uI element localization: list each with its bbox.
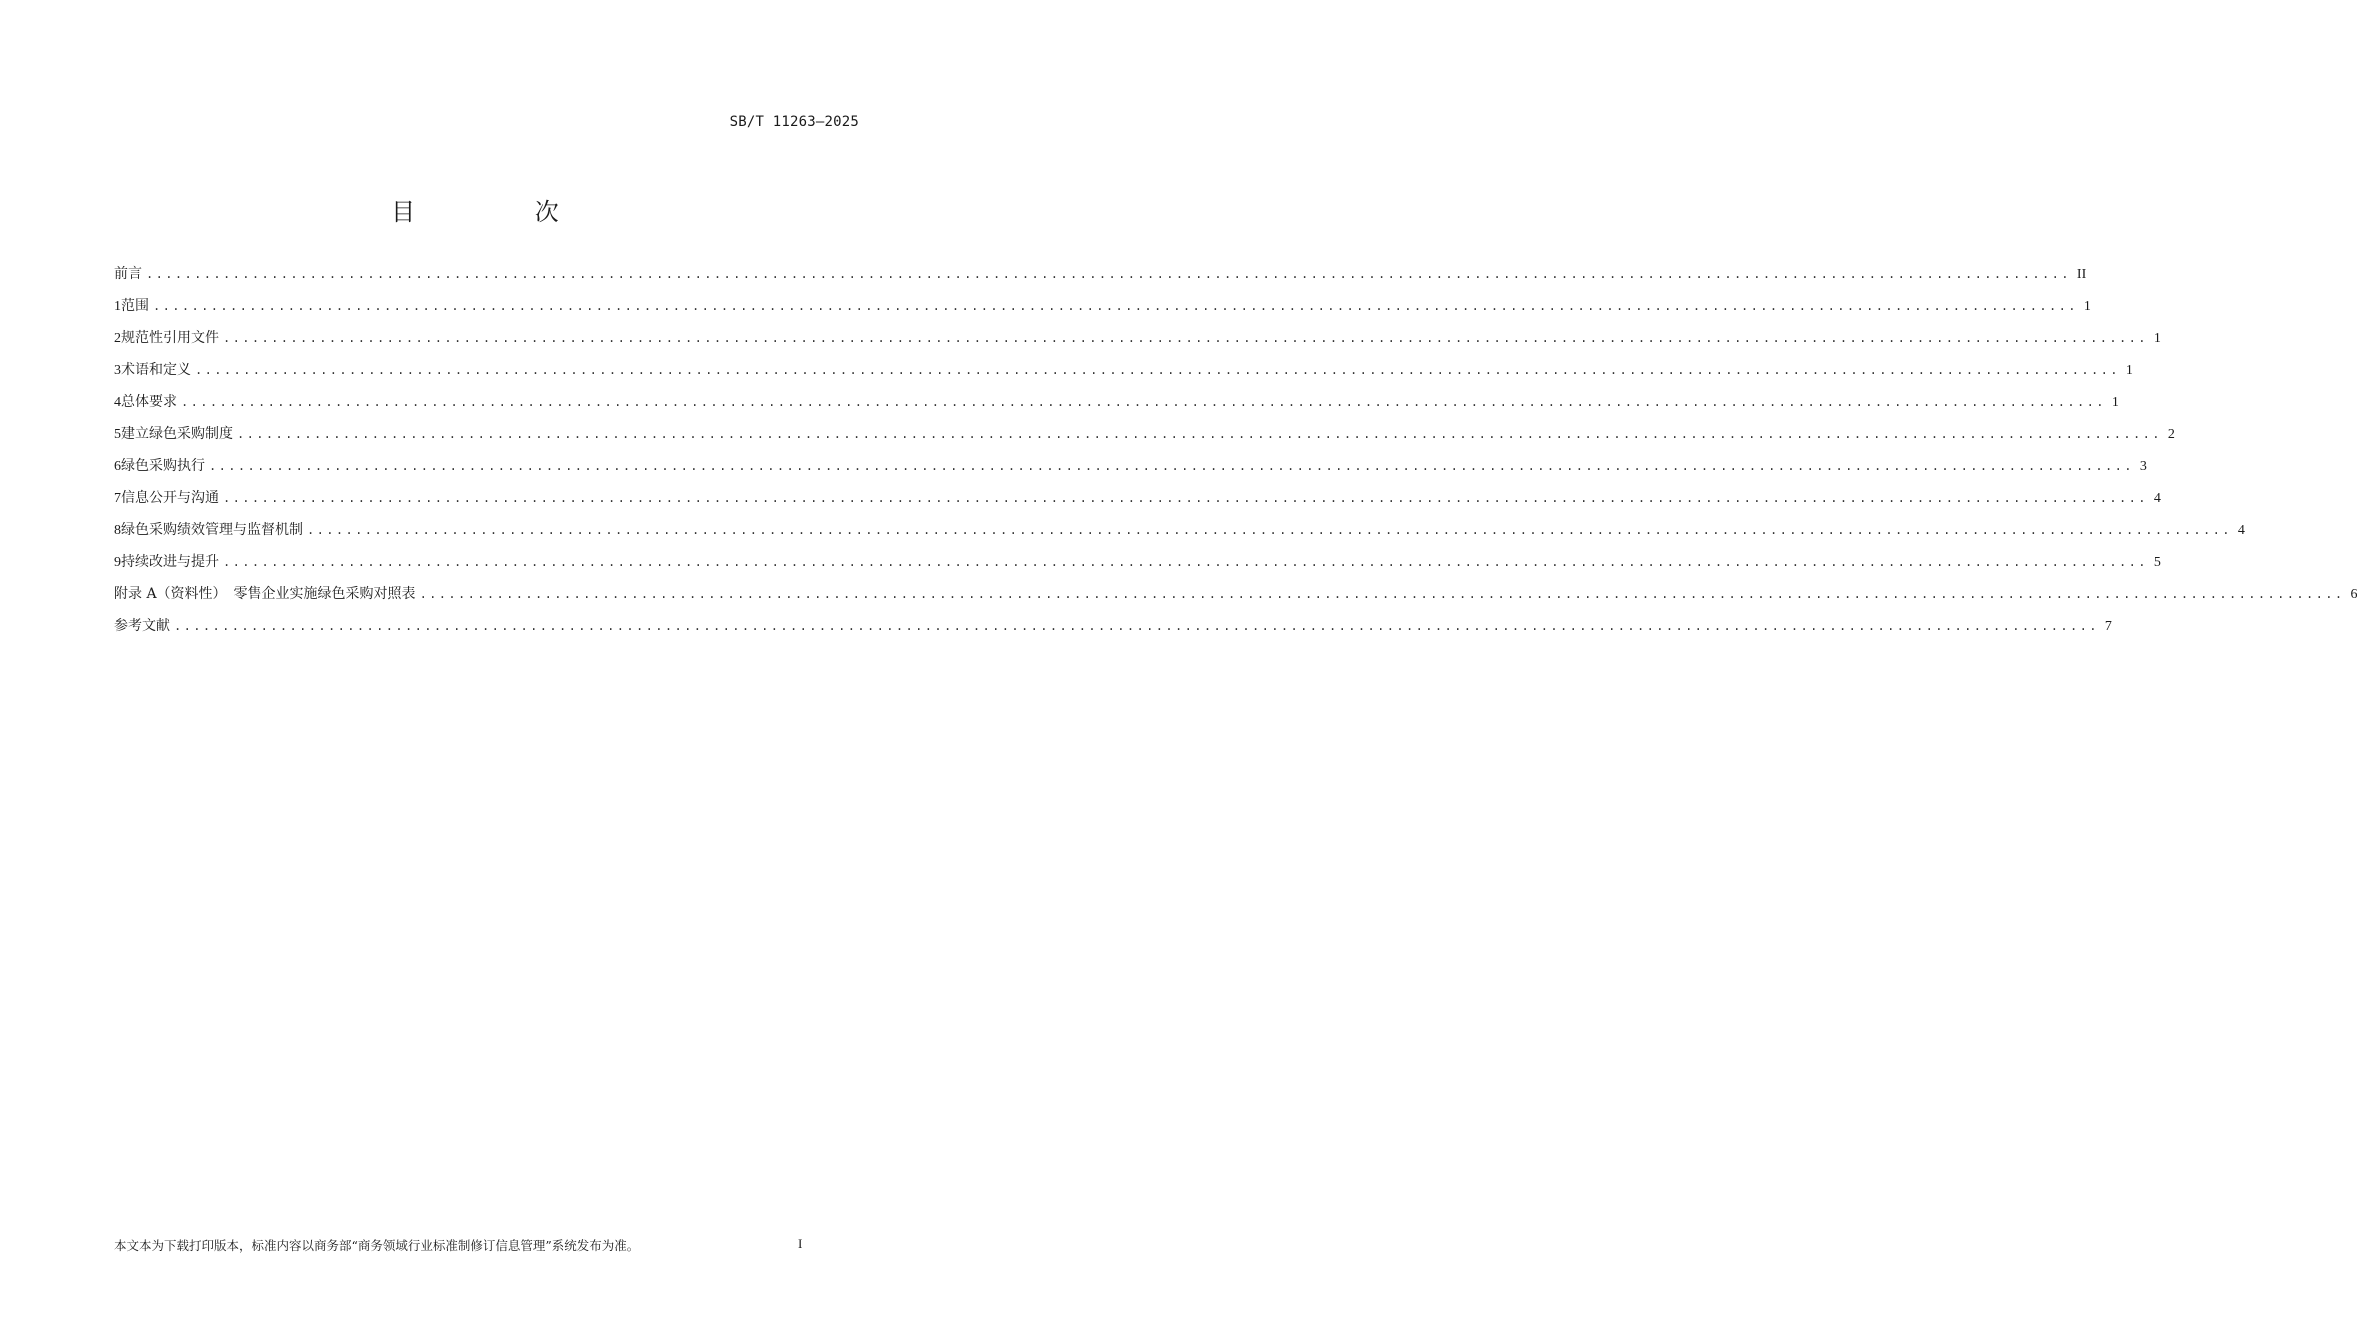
toc-entry[interactable] [114,454,2147,486]
toc-entry-page: 7 [2104,619,2112,634]
toc-leader-dots: ........................................................................................................................................................................................................ [209,459,2134,473]
toc-entry-page: 1 [2111,395,2119,410]
toc-entry-label: 附录 A（资料性） 零售企业实施绿色采购对照表 [114,586,416,602]
standard-code: SB/T 11263—2025 [729,114,859,130]
toc-entry-label: 建立绿色采购制度 [121,426,233,442]
toc-entry-label: 前言 [114,266,142,282]
table-of-contents [114,262,2357,646]
toc-entry-page: 3 [2139,459,2147,474]
toc-entry-page: 1 [2125,363,2133,378]
toc-entry-label: 信息公开与沟通 [121,490,219,506]
toc-entry-number: 5 [114,427,121,442]
toc-entry[interactable] [114,518,2245,550]
toc-entry-number: 9 [114,555,121,570]
toc-entry-label: 参考文献 [114,618,170,634]
toc-leader-dots: ........................................................................................................................................................................................................ [223,331,2148,345]
toc-entry-page: 4 [2153,491,2161,506]
toc-leader-dots: ........................................................................................................................................................................................................ [146,267,2071,281]
toc-entry-number: 8 [114,523,121,538]
toc-entry[interactable] [114,614,2112,646]
toc-entry-page: II [2076,267,2087,282]
toc-leader-dots: ........................................................................................................................................................................................................ [181,395,2106,409]
toc-entry-label: 绿色采购执行 [121,458,205,474]
toc-entry-page: 5 [2153,555,2161,570]
toc-entry-label: 总体要求 [121,394,177,410]
toc-leader-dots: ........................................................................................................................................................................................................ [419,587,2345,601]
toc-entry-page: 2 [2167,427,2175,442]
toc-entry-number: 4 [114,395,121,410]
toc-entry-label: 范围 [121,298,149,314]
page-number: I [798,1236,803,1251]
toc-entry-label: 绿色采购绩效管理与监督机制 [121,522,303,538]
toc-entry-number: 2 [114,331,121,346]
toc-entry[interactable] [114,358,2133,390]
footer-note: 本文本为下载打印版本，标准内容以商务部“商务领域行业标准制修订信息管理”系统发布为准。 [114,1238,640,1253]
toc-entry[interactable] [114,262,2087,294]
toc-entry-number: 3 [114,363,121,378]
toc-leader-dots: ........................................................................................................................................................................................................ [153,299,2078,313]
toc-entry[interactable] [114,422,2175,454]
toc-leader-dots: ........................................................................................................................................................................................................ [307,523,2232,537]
page-title: 目 次 [391,198,615,226]
toc-entry-page: 1 [2153,331,2161,346]
toc-leader-dots: ........................................................................................................................................................................................................ [195,363,2120,377]
toc-entry[interactable] [114,390,2119,422]
toc-entry-page: 1 [2083,299,2091,314]
toc-entry-page: 4 [2237,523,2245,538]
toc-entry-number: 1 [114,299,121,314]
toc-leader-dots: ........................................................................................................................................................................................................ [223,555,2148,569]
toc-entry-page: 6 [2350,587,2357,602]
toc-entry-label: 规范性引用文件 [121,330,219,346]
toc-entry[interactable] [114,550,2161,582]
toc-entry-number: 7 [114,491,121,506]
toc-leader-dots: ........................................................................................................................................................................................................ [223,491,2148,505]
toc-leader-dots: ........................................................................................................................................................................................................ [237,427,2162,441]
toc-entry-number: 6 [114,459,121,474]
toc-entry[interactable] [114,582,2357,614]
toc-entry[interactable] [114,326,2161,358]
toc-entry-label: 持续改进与提升 [121,554,219,570]
toc-leader-dots: ........................................................................................................................................................................................................ [174,619,2099,633]
toc-entry-label: 术语和定义 [121,362,191,378]
toc-entry[interactable] [114,294,2091,326]
toc-entry[interactable] [114,486,2161,518]
